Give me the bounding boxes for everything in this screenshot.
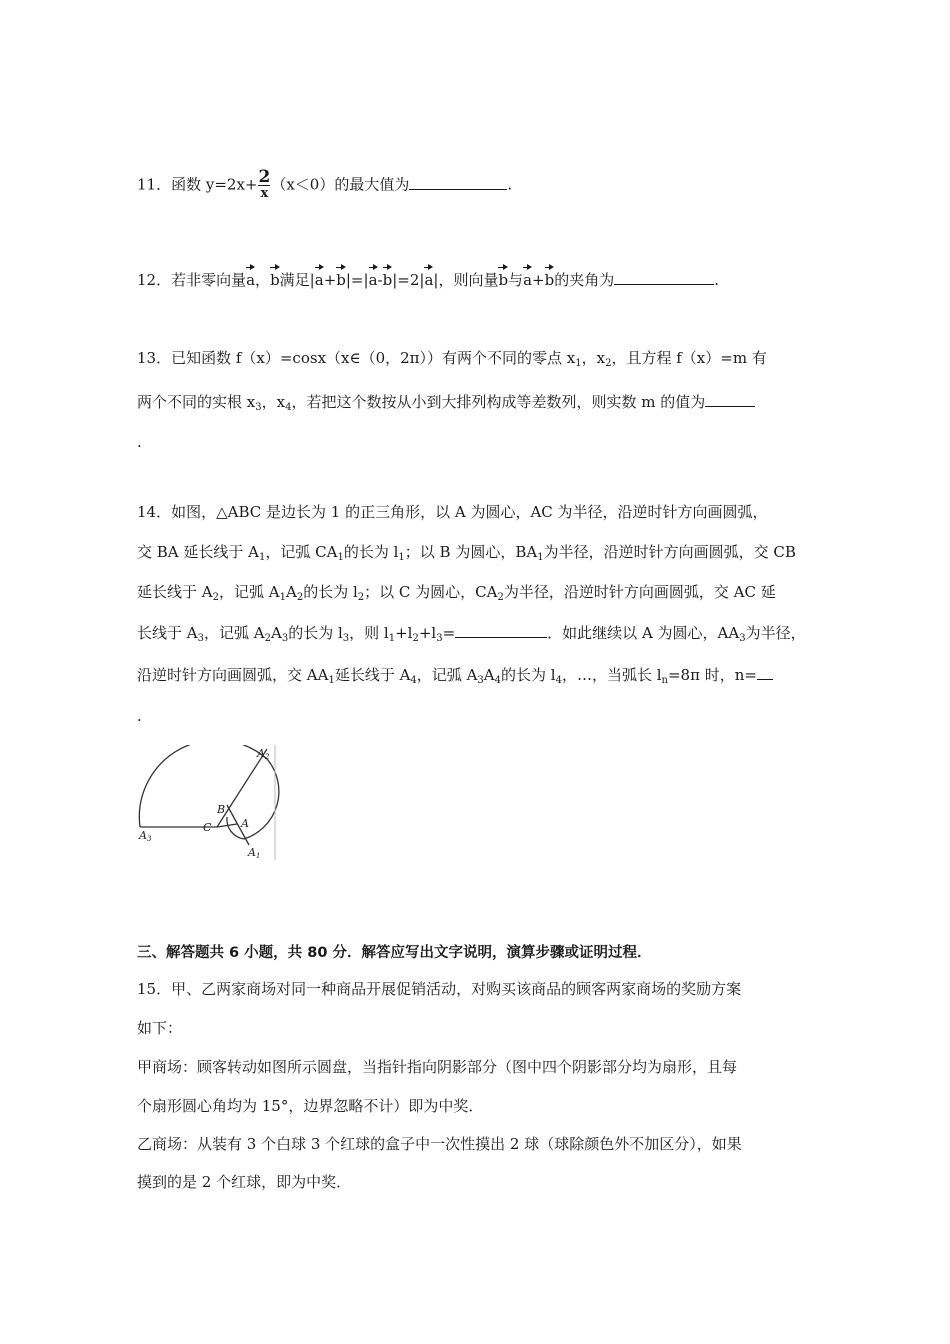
q12-answer-blank[interactable]	[614, 269, 714, 285]
section3-heading	[137, 943, 651, 963]
q13-text: ，且方程 f（x）=m 有	[611, 349, 767, 367]
q14-answer-blank-2[interactable]	[757, 664, 773, 680]
q15-line5	[137, 1134, 742, 1154]
q13-end: .	[137, 433, 142, 451]
q12-plus: +	[323, 271, 337, 289]
q11-frac-num: 2	[258, 167, 271, 187]
q14-sub: 3	[281, 633, 289, 644]
label-b: B	[217, 803, 226, 816]
q14-end: .	[137, 707, 142, 725]
q13-sub: 4	[285, 402, 292, 413]
q13-line1	[137, 348, 767, 368]
q12-eq1: |=|	[345, 271, 369, 289]
q15-line3	[137, 1057, 737, 1077]
q15-text: 15．甲、乙两家商场对同一种商品开展促销活动，对购买该商品的顾客两家商场的奖励方案	[137, 980, 742, 998]
q14-line4	[137, 622, 806, 643]
q15-text: 甲商场：顾客转动如图所示圆盘，当指针指向阴影部分（图中四个阴影部分均为扇形，且每	[137, 1058, 738, 1076]
q14-figure	[137, 745, 282, 860]
q11-prefix: 11．函数 y=2x+	[137, 175, 258, 194]
q14-sub: 1	[398, 552, 405, 563]
q14-text: ，记弧 A	[218, 583, 280, 601]
q12-vec-b3: b	[383, 264, 393, 290]
q14-sub: 1	[279, 592, 286, 603]
q14-text: +l	[418, 624, 437, 642]
q14-text: ，记弧 A	[416, 666, 478, 684]
q13-answer-blank[interactable]	[705, 391, 755, 407]
q13-text: ，x	[261, 393, 286, 411]
q14-sub: 1	[259, 552, 266, 563]
q14-text: 的长为 l	[501, 666, 556, 684]
q13-line3	[137, 432, 142, 452]
q14-sub: 1	[337, 552, 344, 563]
q14-text: ，记弧 CA	[265, 543, 338, 561]
q12-vec-a5: a	[523, 264, 532, 290]
q14-text: A	[483, 666, 495, 684]
q12-satisfy: 满足|	[279, 271, 315, 289]
q15-text: 摸到的是 2 个红球，即为中奖．	[137, 1173, 352, 1191]
q11-end: .	[507, 175, 513, 194]
q12-vec-a3: a	[369, 264, 378, 290]
q14-text: 的长为 l	[288, 624, 343, 642]
q14-text: 长线于 A	[137, 624, 198, 642]
q14-sub: 2	[212, 592, 219, 603]
q14-line6	[137, 706, 142, 726]
label-a3: A3	[139, 829, 152, 843]
q12-with: 与	[508, 271, 524, 289]
q14-text: 为半径，沿逆时针方向画圆弧，交 AC 延	[503, 583, 776, 601]
q12-vec-b: b	[270, 264, 280, 290]
q12-line	[137, 264, 719, 290]
q15-line6	[137, 1172, 351, 1192]
q14-text: 14．如图，△ABC 是边长为 1 的正三角形，以 A 为圆心，AC 为半径，沿逆时针方向画圆弧，	[137, 503, 768, 521]
q14-text: 的长为 l	[343, 543, 399, 561]
q11-frac-den: x	[258, 185, 270, 201]
q14-line2	[137, 542, 796, 562]
label-a1: A1	[248, 846, 261, 860]
q12-vec-b4: b	[498, 264, 508, 290]
q14-text: 沿逆时针方向画圆弧，交 AA	[137, 666, 329, 684]
q14-text: ，则 l	[349, 624, 389, 642]
q14-text: 为半径，沿逆时针方向画圆弧，交 CB	[543, 543, 796, 561]
q12-vec-b5: b	[545, 264, 555, 290]
q14-sub: 3	[477, 675, 484, 686]
q14-text: ，…，当弧长 l	[561, 666, 662, 684]
q14-line3	[137, 582, 776, 602]
q15-line1	[137, 979, 741, 999]
q13-text: ，若把这个数按从小到大排列构成等差数列，则实数 m 的值为	[291, 393, 706, 411]
q14-sub: n	[661, 675, 668, 686]
q14-sub: 2	[296, 592, 304, 603]
q14-line1	[137, 502, 768, 522]
q14-sub: 3	[197, 633, 204, 644]
q11-fraction	[258, 167, 271, 201]
q12-close: |，则向量	[433, 271, 499, 289]
q14-text: ；以 C 为圆心，CA	[364, 583, 498, 601]
q14-sub: 1	[388, 633, 396, 644]
label-a2: A2	[257, 747, 270, 761]
q14-text: +l	[395, 624, 413, 642]
q14-text: ．如此继续以 A 为圆心，AA	[547, 624, 740, 642]
q14-text: 为半径，	[745, 624, 806, 642]
q12-eq2: |=2|	[392, 271, 425, 289]
q14-sub: 4	[494, 675, 501, 686]
q12-vec-a2: a	[315, 264, 324, 290]
q13-line2	[137, 391, 755, 412]
q12-vec-b2: b	[336, 264, 346, 290]
q14-text: A	[285, 583, 297, 601]
q14-text: A	[270, 624, 282, 642]
q15-line4	[137, 1096, 483, 1116]
q14-sub: 2	[357, 592, 365, 603]
q14-line5	[137, 664, 773, 685]
q12-vec-a4: a	[424, 264, 433, 290]
q13-text: 13．已知函数 f（x）=cosx（x∈（0，2π））有两个不同的零点 x	[137, 349, 576, 367]
q11-suffix: （x＜0）的最大值为	[271, 175, 410, 194]
arc-large	[139, 745, 267, 827]
q14-sub: 3	[342, 633, 350, 644]
q13-text: 两个不同的实根 x	[137, 393, 256, 411]
q12-vec-a: a	[246, 264, 255, 290]
q12-comma: ，	[255, 271, 271, 289]
q14-text: 的长为 l	[303, 583, 358, 601]
q13-text: ，x	[581, 349, 606, 367]
q15-text: 如下：	[137, 1019, 183, 1037]
q14-text: 交 BA 延长线于 A	[137, 543, 259, 561]
q12-angle: 的夹角为	[554, 271, 615, 289]
q12-end: .	[714, 271, 720, 289]
label-a: A	[241, 817, 249, 830]
q14-text: =	[442, 624, 456, 642]
q14-text: ，记弧 A	[203, 624, 265, 642]
q15-text: 乙商场：从装有 3 个白球 3 个红球的盒子中一次性摸出 2 球（球除颜色外不加区分），如果	[137, 1135, 742, 1153]
q14-sub: 2	[412, 633, 419, 644]
q14-sub: 4	[555, 675, 562, 686]
q14-text: 延长线于 A	[137, 583, 213, 601]
q14-sub: 1	[537, 552, 544, 563]
section3-heading-text: 三、解答题共 6 小题，共 80 分．解答应写出文字说明，演算步骤或证明过程．	[137, 945, 652, 961]
q14-text: =8π 时，n=	[667, 666, 757, 684]
q14-sub: 1	[328, 675, 335, 686]
arc-medium	[244, 759, 279, 839]
q11-line	[137, 167, 513, 201]
q15-line2	[137, 1018, 182, 1038]
q13-sub: 3	[255, 402, 262, 413]
label-c: C	[203, 821, 212, 834]
q13-sub: 1	[575, 358, 582, 369]
q12-minus: -	[377, 271, 383, 289]
q14-text: ；以 B 为圆心，BA	[404, 543, 538, 561]
q14-sub: 3	[739, 633, 746, 644]
q13-sub: 2	[605, 358, 612, 369]
q14-sub: 3	[436, 633, 443, 644]
q11-answer-blank[interactable]	[409, 174, 507, 190]
q14-sub: 2	[497, 592, 504, 603]
q14-answer-blank-1[interactable]	[455, 622, 547, 638]
q14-text: 延长线于 A	[334, 666, 411, 684]
q14-sub: 2	[264, 633, 271, 644]
q15-text: 个扇形圆心角均为 15°，边界忽略不计）即为中奖．	[137, 1097, 484, 1115]
q12-plus2: +	[532, 271, 545, 289]
q12-prefix: 12．若非零向量	[137, 271, 247, 289]
q14-sub: 4	[410, 675, 417, 686]
